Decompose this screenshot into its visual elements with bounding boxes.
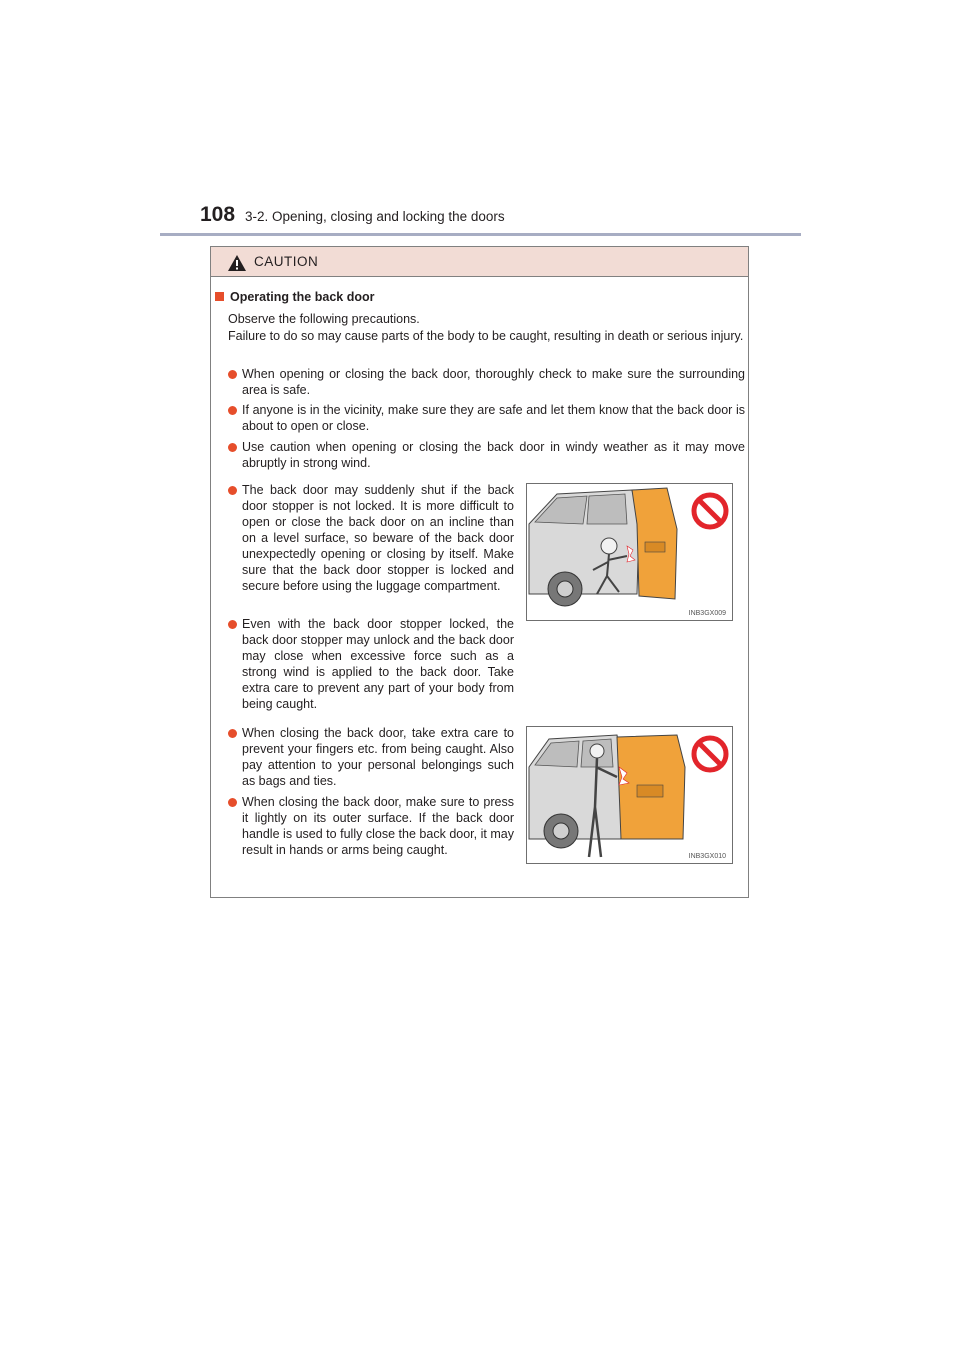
illustration-closing-back-door [526, 726, 733, 864]
page-header [200, 203, 800, 233]
square-bullet-icon [215, 292, 224, 301]
prohibition-icon [694, 738, 726, 770]
bullet-dot-icon [228, 798, 237, 807]
illustration-code: INB3GX010 [688, 853, 726, 860]
caution-heading [215, 290, 374, 304]
bullet-text: If anyone is in the vicinity, make sure they are safe and let them know that the back door is about to open or close. [242, 403, 745, 433]
bullet-text: The back door may suddenly shut if the back door stopper is not locked. It is more difficult to open or close the back door on an incline than on a level surface, so beware of the back door unexpectedly opening or closing by itself. Make sure that the back door stopper is locked and secure before using the luggage compartment. [242, 483, 514, 593]
bullet-text: When opening or closing the back door, thoroughly check to make sure the surrounding area is safe. [242, 367, 745, 397]
intro-text-1: Observe the following precautions. [228, 312, 420, 326]
suv-closing-door-illustration [527, 727, 732, 863]
header-rule [160, 233, 801, 236]
bullet-item [228, 482, 514, 594]
caution-heading-text: Operating the back door [230, 290, 375, 304]
intro-text-2: Failure to do so may cause parts of the body to be caught, resulting in death or serious injury. [228, 329, 744, 343]
bullet-item [228, 616, 514, 712]
bullet-dot-icon [228, 486, 237, 495]
caution-box [210, 246, 749, 898]
bullet-item [228, 794, 514, 858]
bullet-item [228, 366, 745, 398]
bullet-text: Even with the back door stopper locked, the back door stopper may unlock and the back door may close when excessive force such as a strong wind is applied to the back door. Take extra care to prevent any part of your body from being caught. [242, 617, 514, 711]
bullet-dot-icon [228, 620, 237, 629]
warning-triangle-icon [227, 254, 247, 272]
illustration-back-door-stopper [526, 483, 733, 621]
bullet-text: When closing the back door, take extra care to prevent your fingers etc. from being caught. Also pay attention to your personal belongings such as bags and ties. [242, 726, 514, 788]
illustration-code: INB3GX009 [688, 610, 726, 617]
bullet-item [228, 402, 745, 434]
prohibition-icon [694, 495, 726, 527]
suv-open-door-illustration [527, 484, 732, 620]
bullet-text: Use caution when opening or closing the back door in windy weather as it may move abruptly in strong wind. [242, 440, 745, 470]
caution-label: CAUTION [254, 254, 319, 269]
bullet-dot-icon [228, 370, 237, 379]
bullet-text: When closing the back door, make sure to press it lightly on its outer surface. If the back door handle is used to fully close the back door, it may result in hands or arms being caught. [242, 795, 514, 857]
bullet-dot-icon [228, 406, 237, 415]
bullet-item [228, 725, 514, 789]
bullet-dot-icon [228, 729, 237, 738]
page-number: 108 [200, 203, 236, 226]
bullet-dot-icon [228, 443, 237, 452]
caution-header [211, 247, 748, 277]
section-title: 3-2. Opening, closing and locking the doors [245, 209, 505, 224]
bullet-item [228, 439, 745, 471]
